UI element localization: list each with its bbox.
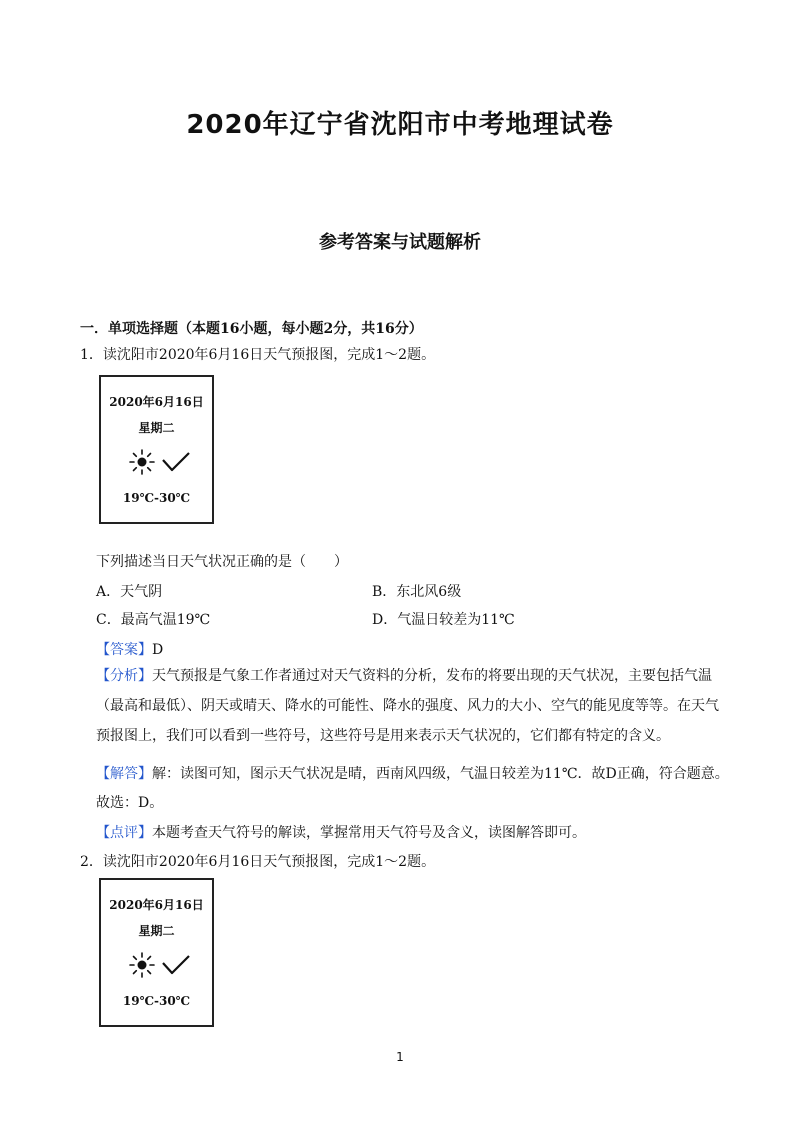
q2-card-date: 2020年6月16日	[109, 898, 204, 912]
q1-prompt: 下列描述当日天气状况正确的是（ ）	[96, 554, 348, 570]
page-title: 2020年辽宁省沈阳市中考地理试卷	[186, 110, 614, 140]
page-subtitle: 参考答案与试题解析	[319, 232, 481, 253]
wind-symbol-icon	[161, 451, 191, 473]
q1-card-date: 2020年6月16日	[109, 395, 204, 409]
comment-text: 本题考查天气符号的解读，掌握常用天气符号及含义，读图解答即可。	[152, 825, 586, 841]
q2-card-weekday: 星期二	[138, 924, 175, 938]
answer-value: D	[152, 642, 164, 658]
comment-tag: 【点评】	[96, 825, 152, 841]
q1-weather-card	[99, 375, 214, 524]
q1-card-weekday: 星期二	[138, 421, 175, 435]
q1-choose: 故选：D。	[96, 795, 164, 811]
solution-text: 解：读图可知，图示天气状况是晴，西南风四级，气温日较差为11℃．故D正确，符合题意。	[152, 766, 729, 782]
q1-comment	[96, 823, 586, 843]
sunny-icon	[129, 952, 155, 978]
wind-symbol-icon	[161, 954, 191, 976]
q1-solution	[96, 764, 729, 784]
q1-card-temp: 19℃-30℃	[122, 491, 191, 505]
answer-tag: 【答案】	[96, 642, 152, 658]
solution-tag: 【解答】	[96, 766, 152, 782]
q2-weather-card	[99, 878, 214, 1027]
q2-card-temp: 19℃-30℃	[122, 994, 191, 1008]
q1-answer	[96, 640, 163, 660]
analysis-text: 天气预报是气象工作者通过对天气资料的分析，发布的将要出现的天气状况，主要包括气温（最高和最低）、阴天或晴天、降水的可能性、降水的强度、风力的大小、空气的能见度等等。在天气预报图上，我们可以看到一些符号，这些符号是用来表示天气状况的，它们都有特定的含义。	[96, 668, 719, 744]
analysis-tag: 【分析】	[96, 668, 152, 684]
section-heading: 一．单项选择题（本题16小题，每小题2分，共16分）	[80, 321, 423, 337]
sunny-icon	[129, 449, 155, 475]
q1-analysis	[96, 661, 720, 751]
q1-option-d: D．气温日较差为11℃	[372, 612, 515, 628]
q1-option-a: A．天气阴	[96, 584, 163, 600]
q2-stem: 2．读沈阳市2020年6月16日天气预报图，完成1～2题。	[80, 854, 436, 870]
q1-option-b: B．东北风6级	[372, 584, 462, 600]
q1-option-c: C．最高气温19℃	[96, 612, 211, 628]
page-number: 1	[396, 1050, 404, 1064]
q1-stem: 1．读沈阳市2020年6月16日天气预报图，完成1～2题。	[80, 347, 436, 363]
